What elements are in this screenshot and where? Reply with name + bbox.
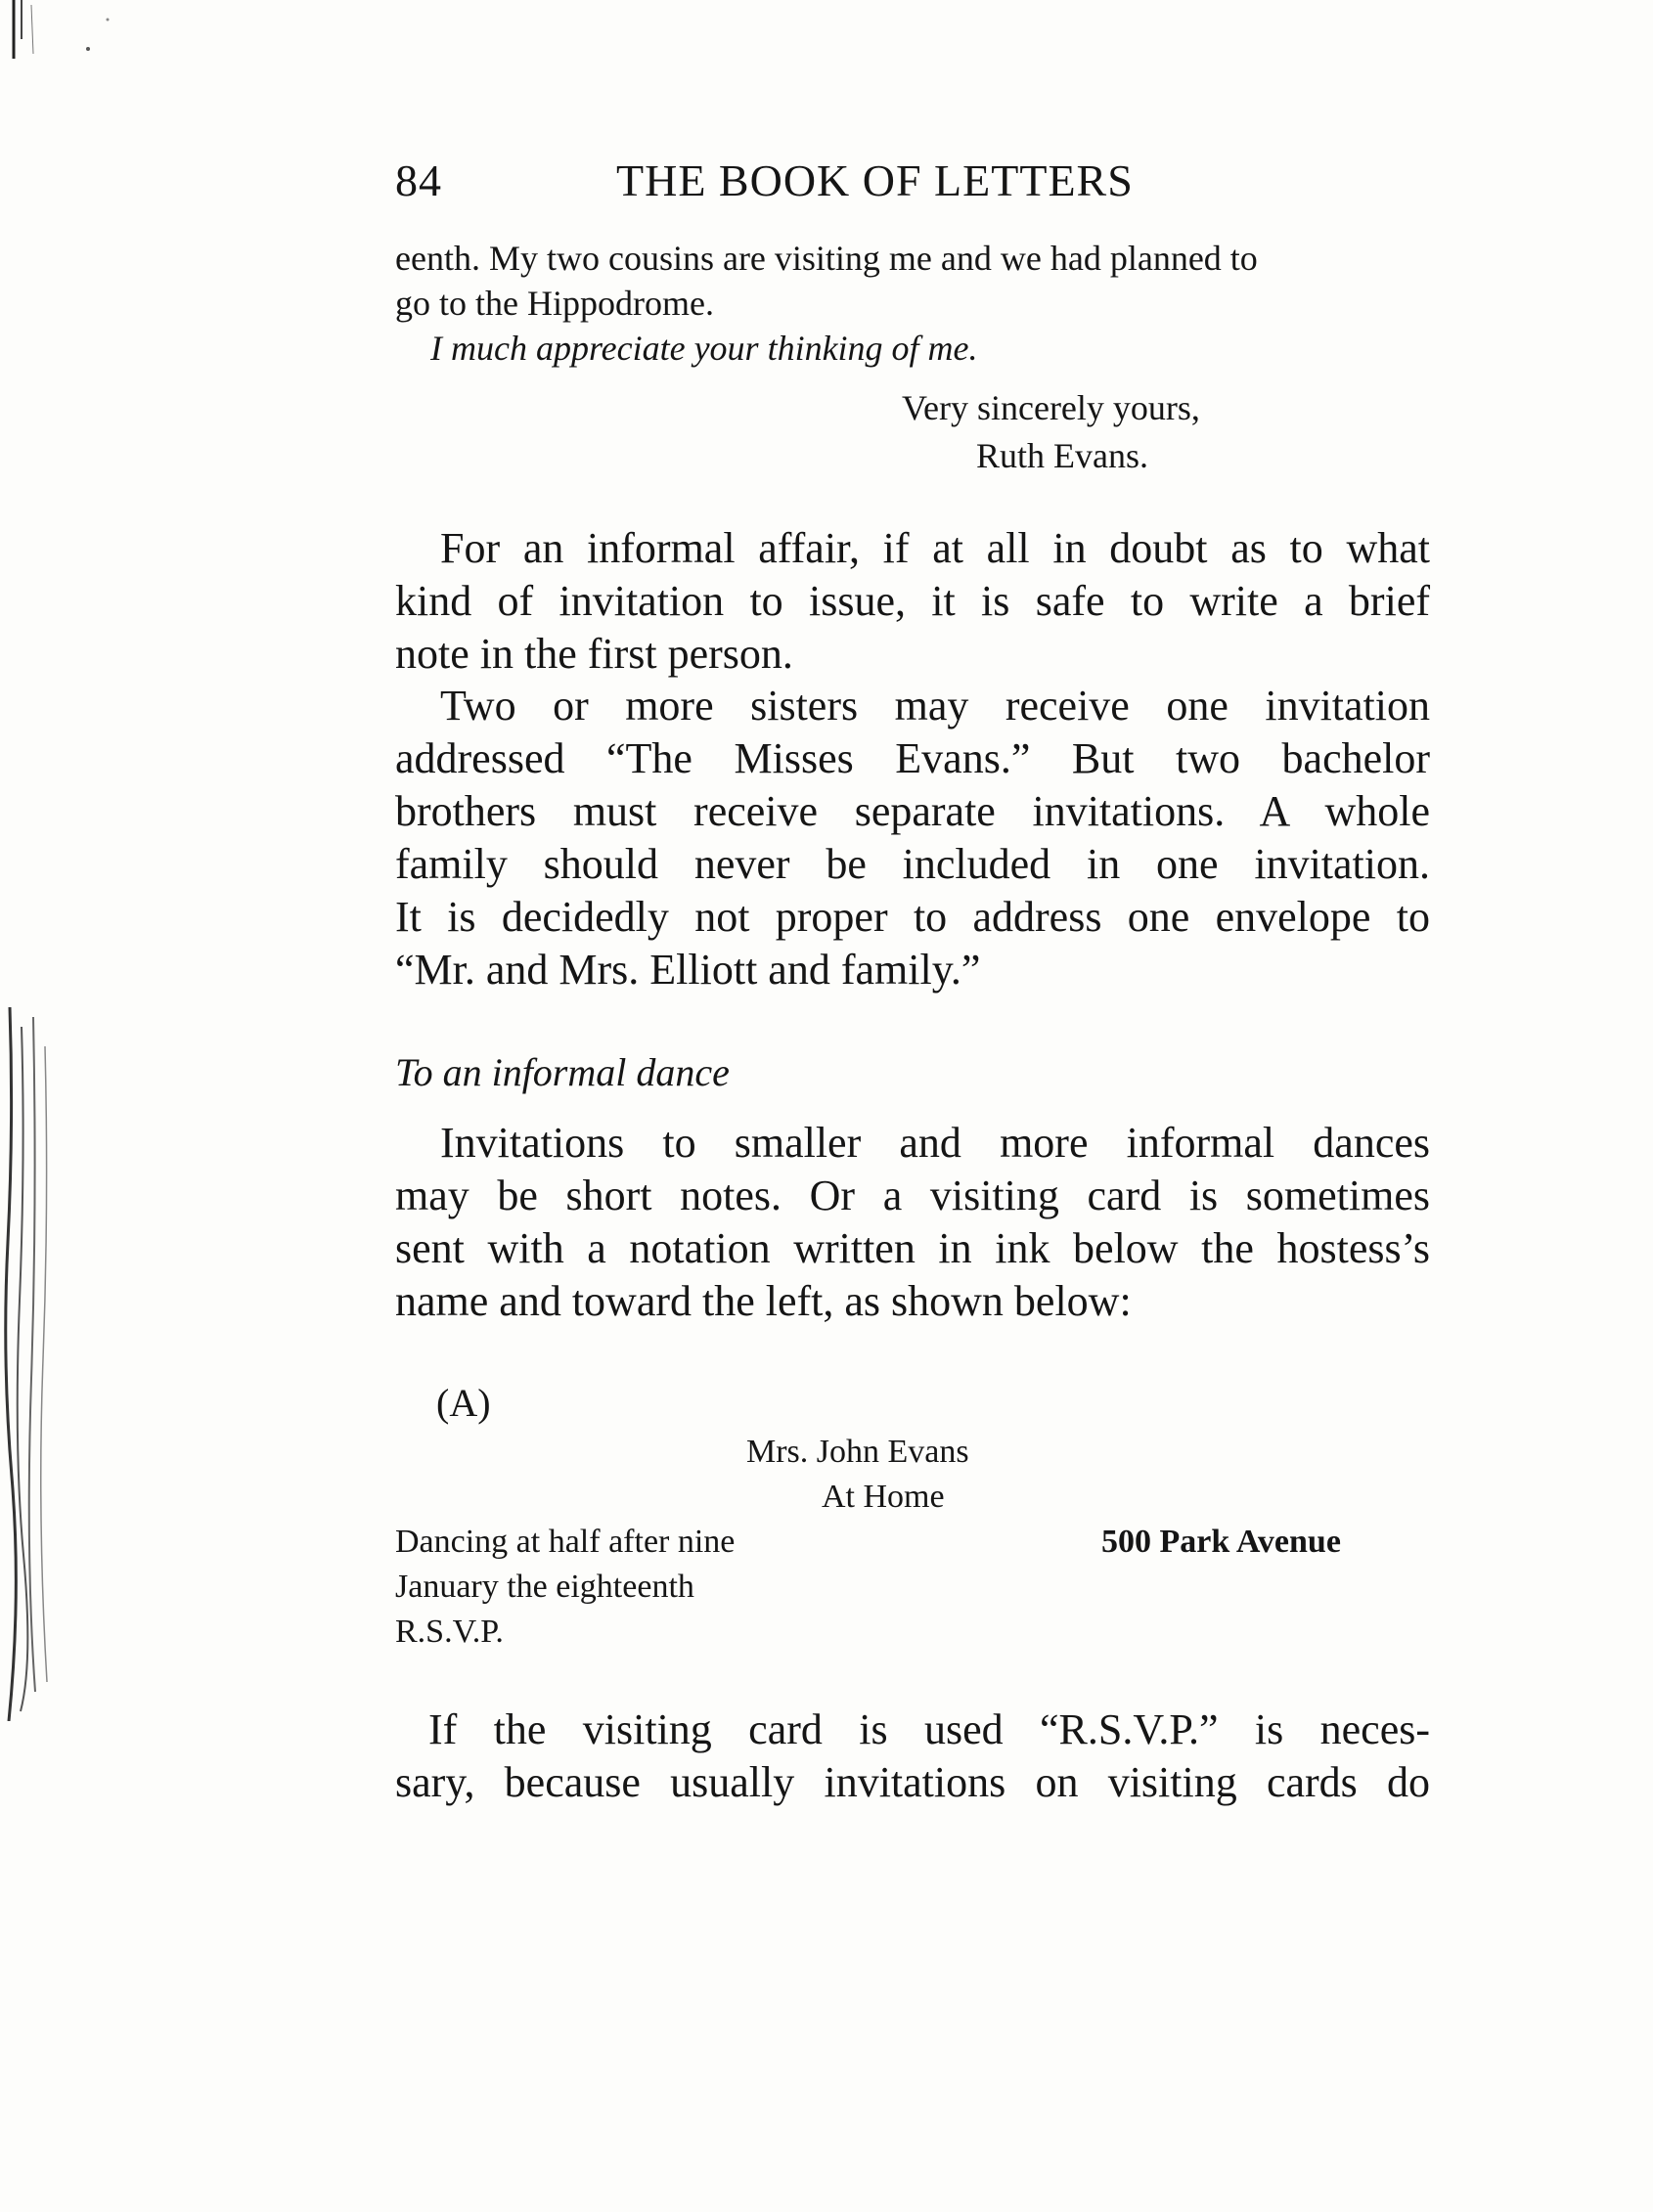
paragraph-rsvp [395, 1703, 1430, 1809]
text-line: Invitations to smaller and more informal dances [440, 1119, 1430, 1167]
text-line: “Mr. and Mrs. Elliott and family.” [395, 946, 981, 994]
text-line: note in the first person. [395, 630, 793, 678]
text-line: name and toward the left, as shown below: [395, 1277, 1132, 1325]
card-name: Mrs. John Evans [746, 1434, 969, 1470]
letter-signature: Ruth Evans. [976, 436, 1148, 475]
card-rsvp: R.S.V.P. [395, 1614, 504, 1650]
letter-line-3: I much appreciate your thinking of me. [430, 329, 978, 368]
paragraph-invitations [395, 1117, 1430, 1328]
text-line: If the visiting card is used “R.S.V.P.” is neces- [428, 1705, 1430, 1753]
letter-line-2: go to the Hippodrome. [395, 284, 714, 323]
page-number: 84 [395, 155, 442, 205]
book-title: THE BOOK OF LETTERS [616, 155, 1134, 205]
letter-line-1: eenth. My two cousins are visiting me and we had planned to [395, 239, 1258, 278]
paragraph-informal-affair [395, 522, 1430, 681]
text-line: It is decidedly not proper to address one envelope to [395, 893, 1430, 941]
text-line: For an informal affair, if at all in doubt as to what [440, 524, 1430, 572]
card-time: Dancing at half after nine [395, 1524, 736, 1560]
card-at-home: At Home [822, 1479, 945, 1515]
text-line: brothers must receive separate invitations. A whole [395, 787, 1430, 835]
text-line: may be short notes. Or a visiting card is sometimes [395, 1172, 1430, 1219]
text-line: kind of invitation to issue, it is safe to write a brief [395, 577, 1430, 625]
section-heading: To an informal dance [395, 1050, 730, 1094]
text-line: sent with a notation written in ink below the hostess’s [395, 1224, 1430, 1272]
text-line: sary, because usually invitations on visiting cards do [395, 1758, 1430, 1806]
text-line: Two or more sisters may receive one invitation [440, 682, 1430, 730]
scan-artifact-binding [0, 1007, 59, 1721]
card-address: 500 Park Avenue [1101, 1524, 1341, 1560]
text-line: family should never be included in one invitation. [395, 840, 1430, 888]
text-line: addressed “The Misses Evans.” But two bachelor [395, 734, 1430, 782]
paragraph-sisters [395, 680, 1430, 996]
scan-artifact-corner [0, 0, 156, 78]
card-date: January the eighteenth [395, 1569, 694, 1605]
card-label: (A) [436, 1381, 491, 1425]
letter-closing: Very sincerely yours, [902, 388, 1200, 427]
